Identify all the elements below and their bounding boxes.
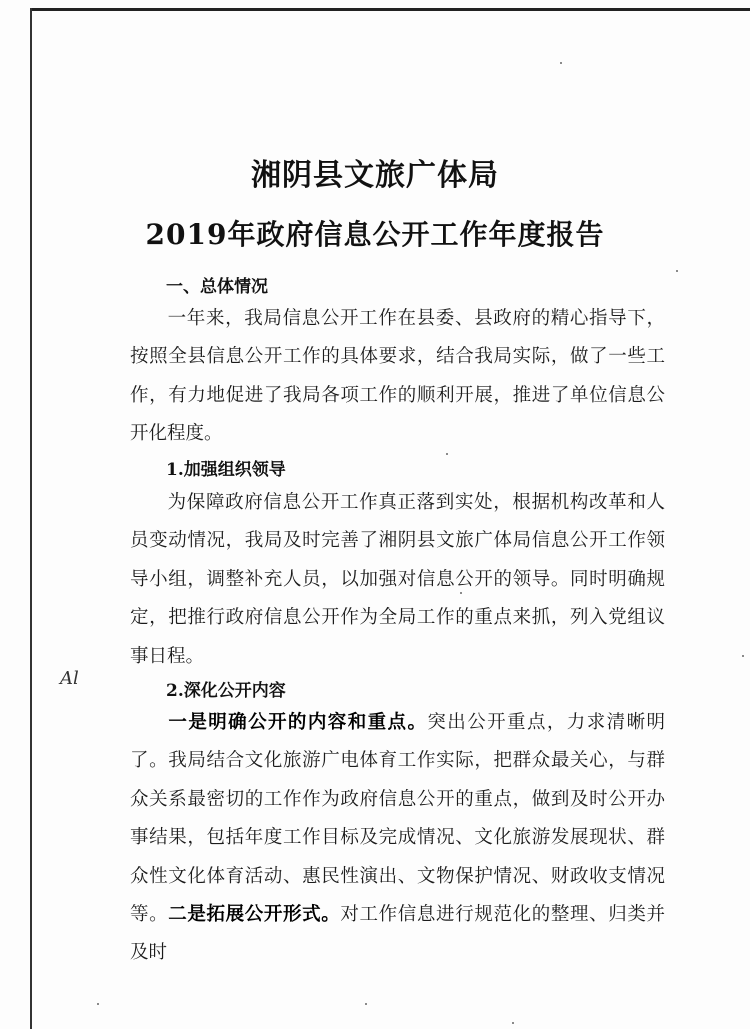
- section1-heading: 一、总体情况: [166, 277, 268, 297]
- subsection2-paragraph: [130, 704, 665, 973]
- section1-body: 一年来，我局信息公开工作在县委、县政府的精心指导下，按照全县信息公开工作的具体要求，结合我局实际，做了一些工作，有力地促进了我局各项工作的顺利开展，推进了单位信息公开化程度。: [130, 308, 665, 445]
- scan-speck: [742, 655, 744, 657]
- subsection1-paragraph: [130, 484, 665, 676]
- scan-speck: [560, 62, 562, 64]
- point1-body: 突出公开重点，力求清晰明了。我局结合文化旅游广电体育工作实际，把群众最关心，与群众关系最密切的工作作为政府信息公开的重点，做到及时公开办事结果，包括年度工作目标及完成情况、文化旅游发展现状、群众性文化体育活动、惠民性演出、文物保护情况、财政收支情况等。: [130, 712, 665, 926]
- document-title-line2: 2019年政府信息公开工作年度报告: [145, 218, 605, 251]
- top-border-line: [30, 8, 750, 11]
- scan-speck: [365, 1003, 367, 1005]
- scan-speck: [446, 453, 448, 455]
- section1-paragraph: [130, 300, 665, 454]
- handwritten-margin-mark: Al: [60, 668, 79, 689]
- document-title-line1: 湘阴县文旅广体局: [251, 158, 499, 193]
- point2-body: 对工作信息进行规范化的整理、归类并及时: [130, 904, 665, 964]
- scan-speck: [512, 1022, 514, 1024]
- point1-lead: 一是明确公开的内容和重点。: [167, 712, 428, 733]
- subsection2-heading: 2.深化公开内容: [166, 681, 286, 701]
- scan-speck: [97, 1003, 99, 1005]
- subsection1-body: 为保障政府信息公开工作真正落到实处，根据机构改革和人员变动情况，我局及时完善了湘阴县文旅广体局信息公开工作领导小组，调整补充人员，以加强对信息公开的领导。同时明确规定，把推行政府信息公开作为全局工作的重点来抓，列入党组议事日程。: [130, 492, 665, 667]
- subsection1-heading: 1.加强组织领导: [166, 460, 286, 480]
- scan-speck: [460, 592, 462, 594]
- point2-lead: 二是拓展公开形式。: [168, 904, 341, 926]
- scan-speck: [676, 270, 678, 272]
